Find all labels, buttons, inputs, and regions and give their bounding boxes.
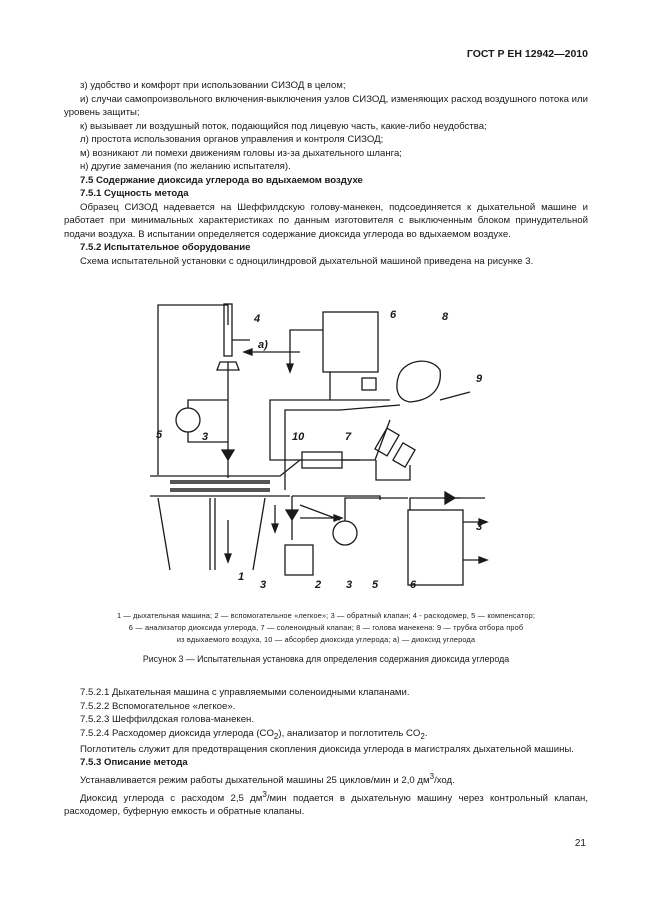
pipe — [440, 392, 470, 400]
label-3: 3 — [202, 431, 209, 443]
solenoid-valve-7 — [375, 428, 399, 456]
label-a: а) — [258, 339, 268, 351]
arrow-head — [272, 524, 278, 532]
compensator-5 — [176, 408, 200, 432]
pipe — [188, 400, 228, 408]
pipe — [345, 498, 408, 521]
pipe — [158, 305, 228, 475]
page-header: ГОСТ Р ЕН 12942—2010 — [466, 48, 588, 60]
paragraph — [64, 727, 588, 743]
label-3: 3 — [476, 521, 483, 533]
label-5: 5 — [156, 429, 163, 441]
arrow-head — [334, 515, 342, 521]
arrow-head — [225, 554, 231, 562]
section-title: 7.5 Содержание диоксида углерода во вдыхаемом воздухе — [80, 174, 363, 186]
dummy-head-8 — [397, 361, 440, 402]
paragraph: Схема испытательной установки с одноцилиндровой дыхательной машиной приведена на рисунке 3. — [80, 255, 534, 267]
text-run: Диоксид углерода с расходом 2,5 дм — [80, 792, 263, 804]
subscript: 2 — [420, 731, 425, 741]
list-item: м) возникают ли помехи движениям головы из-за дыхательного шланга; — [80, 147, 402, 159]
paragraph — [64, 770, 588, 788]
breathing-machine-1 — [158, 498, 170, 570]
solenoid-valve-7 — [362, 378, 376, 390]
legend-line: из вдыхаемого воздуха, 10 — абсорбер диоксида углерода; а) — диоксид углерода — [176, 635, 476, 644]
text-run: Устанавливается режим работы дыхательной машины 25 циклов/мин и 2,0 дм — [80, 775, 430, 787]
auxiliary-lung-2 — [285, 545, 313, 575]
check-valve-3 — [445, 492, 455, 504]
text-run: 7.5.2.4 Расходомер диоксида углерода (CO — [80, 727, 274, 739]
text-run: . — [424, 727, 428, 739]
paragraph: Образец СИЗОД надевается на Шеффилдскую голову-манекен, подсоединяется к дыхательной машине и работает при минимальных характеристиках по данным изготовителя с выключенным блоком принудительной подачи воздуха. В испытании определяется содержание диоксида углерода во вдыхаемом воздухе. — [64, 201, 588, 240]
subsection-title: 7.5.1 Сущность метода — [80, 188, 189, 199]
label-3: 3 — [346, 579, 353, 591]
list-item: к) вызывает ли воздушный поток, подающийся под лицевую часть, какие-либо неудобства; — [80, 120, 487, 132]
list-item: л) простота использования органов управления и контроля СИЗОД; — [80, 134, 384, 145]
breathing-machine-1 — [253, 498, 265, 570]
list-item: з) удобство и комфорт при использовании СИЗОД в целом; — [80, 80, 346, 91]
pipe — [376, 460, 410, 480]
pipe — [285, 405, 400, 490]
paragraph: 7.5.2.3 Шеффилдская голова-манекен. — [80, 714, 255, 725]
arrow-head — [244, 349, 252, 355]
label-1: 1 — [238, 571, 245, 583]
label-2: 2 — [315, 579, 322, 591]
label-5: 5 — [372, 579, 379, 591]
breathing-machine-rod — [170, 484, 270, 488]
pipe — [290, 330, 323, 370]
legend-line: 1 — дыхательная машина; 2 — вспомогательное «легкое»; 3 — обратный клапан; 4 - расходомер, 5 — компенсатор; — [116, 611, 536, 620]
top-items — [64, 79, 588, 268]
arrow-head — [479, 557, 487, 563]
text-run: ), анализатор и поглотитель CO — [278, 727, 421, 739]
paragraph — [64, 788, 588, 819]
superscript: 3 — [429, 771, 435, 781]
text-run: /ход. — [434, 775, 455, 787]
superscript: 3 — [262, 789, 267, 799]
pipe — [270, 400, 390, 460]
text-run: /мин подается в дыхательную машину через контрольный клапан, расходомер, буферную емкость и обратные клапаны. — [64, 792, 588, 818]
subsection-title: 7.5.3 Описание метода — [80, 757, 188, 769]
list-item: н) другие замечания (по желанию испытателя). — [80, 161, 291, 172]
label-6: 6 — [390, 309, 397, 321]
label-3: 3 — [260, 579, 267, 591]
bottom-text — [64, 686, 588, 819]
arrow-head — [287, 364, 293, 372]
subsection-title: 7.5.2 Испытательное оборудование — [80, 242, 251, 253]
label-10: 10 — [292, 431, 305, 443]
label-7: 7 — [345, 431, 352, 443]
label-6: 6 — [410, 579, 417, 591]
paragraph: 7.5.2.2 Вспомогательное «легкое». — [80, 700, 236, 712]
label-8: 8 — [442, 311, 449, 323]
figure-legend — [66, 610, 586, 646]
compensator-5 — [333, 521, 357, 545]
label-9: 9 — [476, 373, 483, 385]
figure-caption: Рисунок 3 — Испытательная установка для определения содержания диоксида углерода — [142, 654, 510, 664]
paragraph: Поглотитель служит для предотвращения скопления диоксида углерода в магистралях дыхательной машины. — [80, 743, 574, 755]
co2-analyzer-6 — [323, 312, 378, 372]
paragraph: 7.5.2.1 Дыхательная машина с управляемыми соленоидными клапанами. — [80, 687, 410, 698]
test-setup-diagram — [140, 290, 500, 600]
label-4: 4 — [254, 313, 261, 325]
legend-line: 6 — анализатор диоксида углерода, 7 — соленоидный клапан; 8 — голова манекена: 9 — трубка отбора проб — [128, 623, 524, 632]
list-item: и) случаи самопроизвольного включения-выключения узлов СИЗОД, изменяющих расход воздушного потока или уровень защиты; — [64, 93, 588, 118]
page-number: 21 — [574, 838, 586, 849]
co2-analyzer-6 — [408, 510, 463, 585]
subscript: 2 — [273, 731, 279, 741]
solenoid-valve-7 — [393, 443, 415, 467]
